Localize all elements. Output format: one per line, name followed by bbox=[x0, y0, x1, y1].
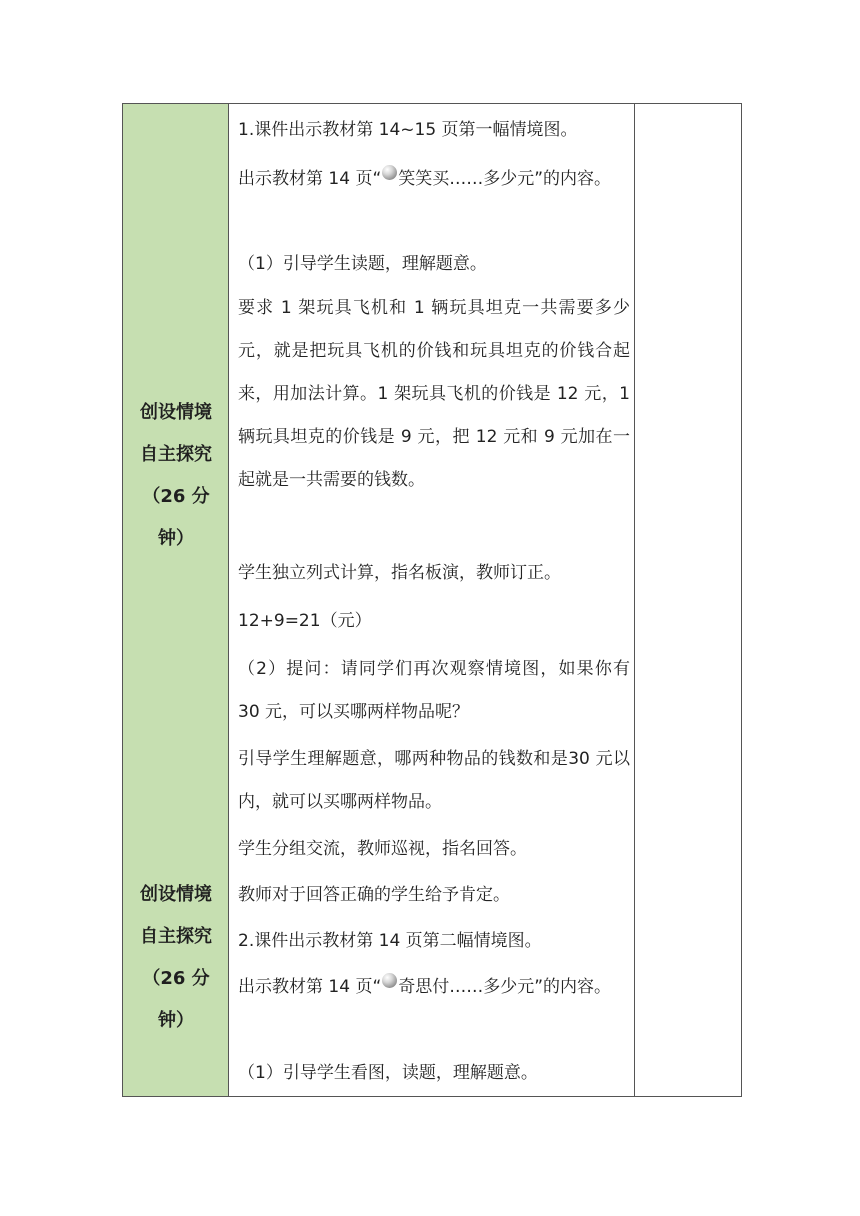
ball-icon bbox=[382, 165, 397, 180]
stage-label bbox=[123, 392, 229, 560]
paragraph: 引导学生理解题意，哪两种物品的钱数和是30 元以内，就可以买哪两样物品。 bbox=[238, 749, 630, 812]
paragraph: 学生分组交流，教师巡视，指名回答。 bbox=[238, 839, 527, 859]
stage-label-line: 钟） bbox=[158, 1010, 194, 1031]
ball-icon bbox=[382, 973, 397, 988]
stage-label bbox=[123, 874, 229, 1042]
paragraph bbox=[238, 158, 630, 201]
stage-label-line: （26 分 bbox=[142, 486, 210, 507]
paragraph: 12+9=21（元） bbox=[238, 611, 372, 631]
lesson-table bbox=[122, 103, 742, 1097]
paragraph: 教师对于回答正确的学生给予肯定。 bbox=[238, 885, 510, 905]
stage-label-line: 创设情境 bbox=[140, 402, 212, 423]
stage-label-line: 创设情境 bbox=[140, 884, 212, 905]
notes-column bbox=[635, 104, 741, 1096]
paragraph-text: 笑笑买……多少元”的内容。 bbox=[398, 169, 612, 189]
stage-label-line: 自主探究 bbox=[140, 926, 212, 947]
paragraph: 学生独立列式计算，指名板演，教师订正。 bbox=[238, 563, 561, 583]
paragraph-text: 出示教材第 14 页“ bbox=[238, 169, 382, 189]
stage-label-line: 自主探究 bbox=[140, 444, 212, 465]
content-column bbox=[229, 104, 635, 1096]
stage-label-line: （26 分 bbox=[142, 968, 210, 989]
paragraph-text: 奇思付……多少元”的内容。 bbox=[398, 977, 612, 997]
paragraph: （2）提问：请同学们再次观察情境图，如果你有 30 元，可以买哪两样物品呢？ bbox=[238, 659, 630, 722]
paragraph bbox=[238, 966, 630, 1009]
paragraph: （1）引导学生读题，理解题意。 bbox=[238, 254, 487, 274]
paragraph: 2.课件出示教材第 14 页第二幅情境图。 bbox=[238, 931, 542, 951]
stage-column bbox=[123, 104, 229, 1096]
paragraph: 1.课件出示教材第 14~15 页第一幅情境图。 bbox=[238, 120, 578, 140]
stage-label-line: 钟） bbox=[158, 528, 194, 549]
paragraph: 要求 1 架玩具飞机和 1 辆玩具坦克一共需要多少元，就是把玩具飞机的价钱和玩具坦克的价钱合起来，用加法计算。1 架玩具飞机的价钱是 12 元，1 辆玩具坦克的价钱是 9 元，把 12 元和 9 元加在一起就是一共需要的钱数。 bbox=[238, 298, 630, 490]
paragraph-text: 出示教材第 14 页“ bbox=[238, 977, 382, 997]
paragraph: （1）引导学生看图，读题，理解题意。 bbox=[238, 1063, 538, 1083]
